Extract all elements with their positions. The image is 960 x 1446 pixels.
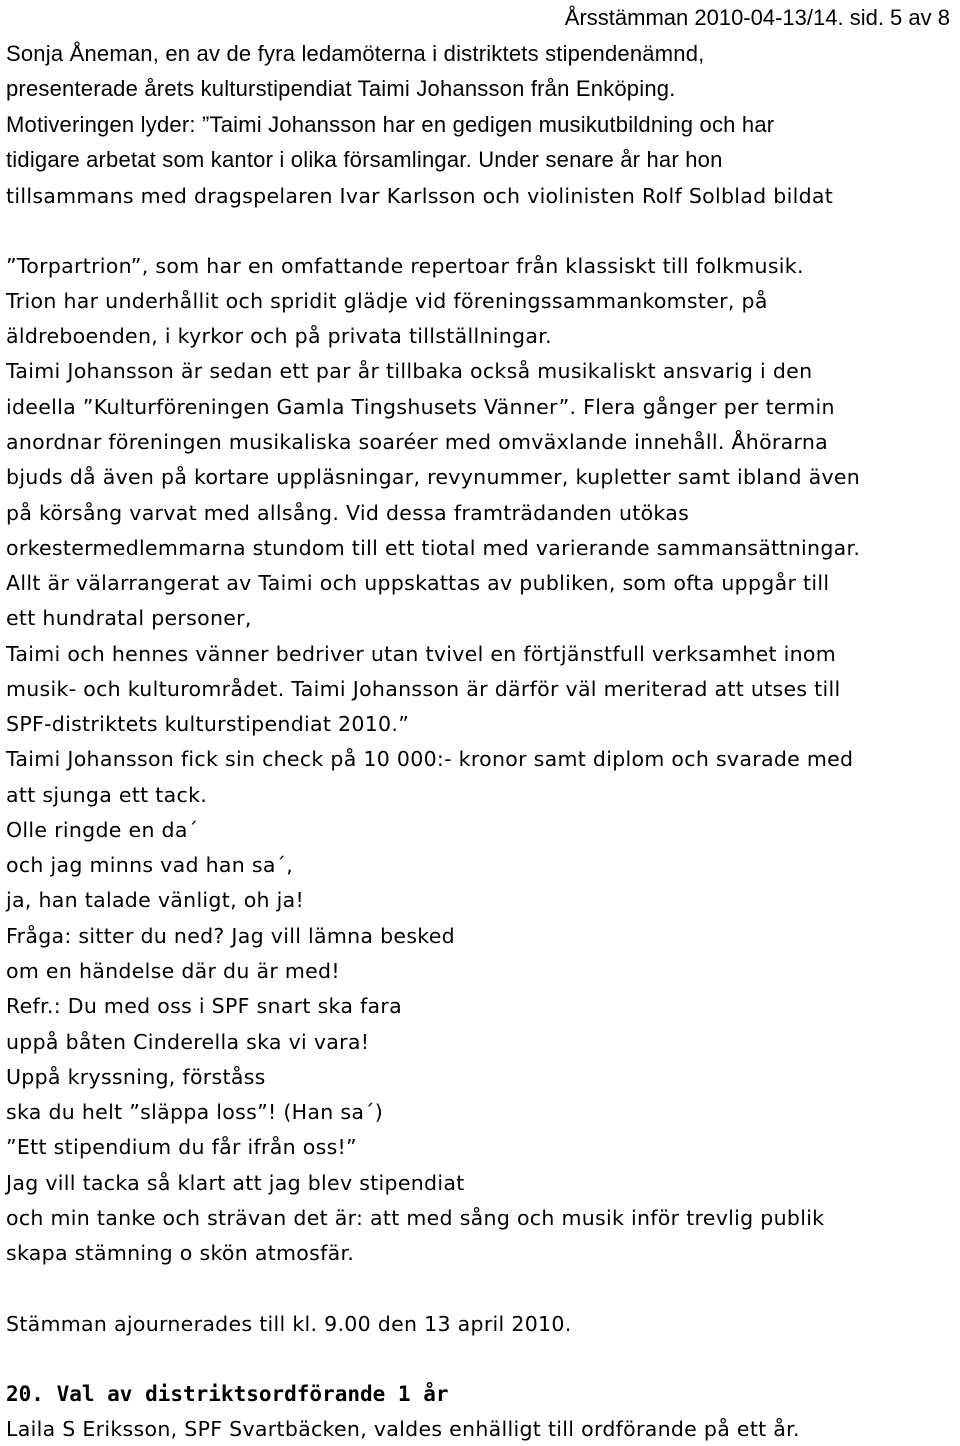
- body-line: orkestermedlemmarna stundom till ett tiotal med varierande sammansättningar.: [6, 536, 861, 560]
- body-line: SPF-distriktets kulturstipendiat 2010.”: [6, 712, 410, 736]
- section-heading: 20. Val av distriktsordförande 1 år: [6, 1382, 449, 1406]
- body-line: Trion har underhållit och spridit glädje vid föreningssammankomster, på: [6, 289, 768, 313]
- body-line: tillsammans med dragspelaren Ivar Karlsson och violinisten Rolf Solblad bildat: [6, 184, 834, 208]
- poem-line: ska du helt ”släppa loss”! (Han sa´): [6, 1100, 384, 1124]
- poem-line: och jag minns vad han sa´,: [6, 853, 294, 877]
- body-line: ett hundratal personer,: [6, 606, 252, 630]
- body-line: att sjunga ett tack.: [6, 783, 208, 807]
- body-line: ”Torpartrion”, som har en omfattande repertoar från klassiskt till folkmusik.: [6, 254, 804, 278]
- body-line: äldreboenden, i kyrkor och på privata tillställningar.: [6, 324, 552, 348]
- page-header: Årsstämman 2010-04-13/14. sid. 5 av 8: [564, 5, 950, 30]
- body-line: ideella ”Kulturföreningen Gamla Tingshusets Vänner”. Flera gånger per termin: [6, 395, 835, 419]
- body-line: Taimi Johansson är sedan ett par år tillbaka också musikaliskt ansvarig i den: [6, 359, 813, 383]
- body-line: Allt är välarrangerat av Taimi och uppskattas av publiken, som ofta uppgår till: [6, 571, 830, 595]
- body-line: Jag vill tacka så klart att jag blev stipendiat: [6, 1171, 465, 1195]
- poem-line: Olle ringde en da´: [6, 818, 199, 842]
- body-line: tidigare arbetat som kantor i olika församlingar. Under senare år har hon: [6, 147, 723, 172]
- body-line: på körsång varvat med allsång. Vid dessa framträdanden utökas: [6, 501, 690, 525]
- adjournment-line: Stämman ajournerades till kl. 9.00 den 13 april 2010.: [6, 1312, 572, 1336]
- poem-line: Uppå kryssning, förståss: [6, 1065, 266, 1089]
- body-line: och min tanke och strävan det är: att med sång och musik inför trevlig publik: [6, 1206, 825, 1230]
- body-line: Motiveringen lyder: ”Taimi Johansson har en gedigen musikutbildning och har: [6, 112, 775, 137]
- body-line: bjuds då även på kortare uppläsningar, revynummer, kupletter samt ibland även: [6, 465, 861, 489]
- body-line: Taimi och hennes vänner bedriver utan tvivel en förtjänstfull verksamhet inom: [6, 642, 837, 666]
- poem-line: ja, han talade vänligt, oh ja!: [6, 888, 305, 912]
- body-line: presenterade årets kulturstipendiat Taimi Johansson från Enköping.: [6, 76, 676, 101]
- poem-line: uppå båten Cinderella ska vi vara!: [6, 1030, 370, 1054]
- poem-line: Fråga: sitter du ned? Jag vill lämna besked: [6, 924, 455, 948]
- poem-line: om en händelse där du är med!: [6, 959, 340, 983]
- body-line: anordnar föreningen musikaliska soaréer med omväxlande innehåll. Åhörarna: [6, 430, 829, 454]
- body-line: skapa stämning o skön atmosfär.: [6, 1241, 355, 1265]
- poem-line: ”Ett stipendium du får ifrån oss!”: [6, 1135, 357, 1159]
- body-line: Taimi Johansson fick sin check på 10 000:- kronor samt diplom och svarade med: [6, 747, 854, 771]
- body-line: Sonja Åneman, en av de fyra ledamöterna i distriktets stipendenämnd,: [6, 41, 705, 66]
- final-line: Laila S Eriksson, SPF Svartbäcken, valdes enhälligt till ordförande på ett år.: [6, 1417, 800, 1441]
- body-line: musik- och kulturområdet. Taimi Johansson är därför väl meriterad att utses till: [6, 677, 841, 701]
- poem-line: Refr.: Du med oss i SPF snart ska fara: [6, 994, 403, 1018]
